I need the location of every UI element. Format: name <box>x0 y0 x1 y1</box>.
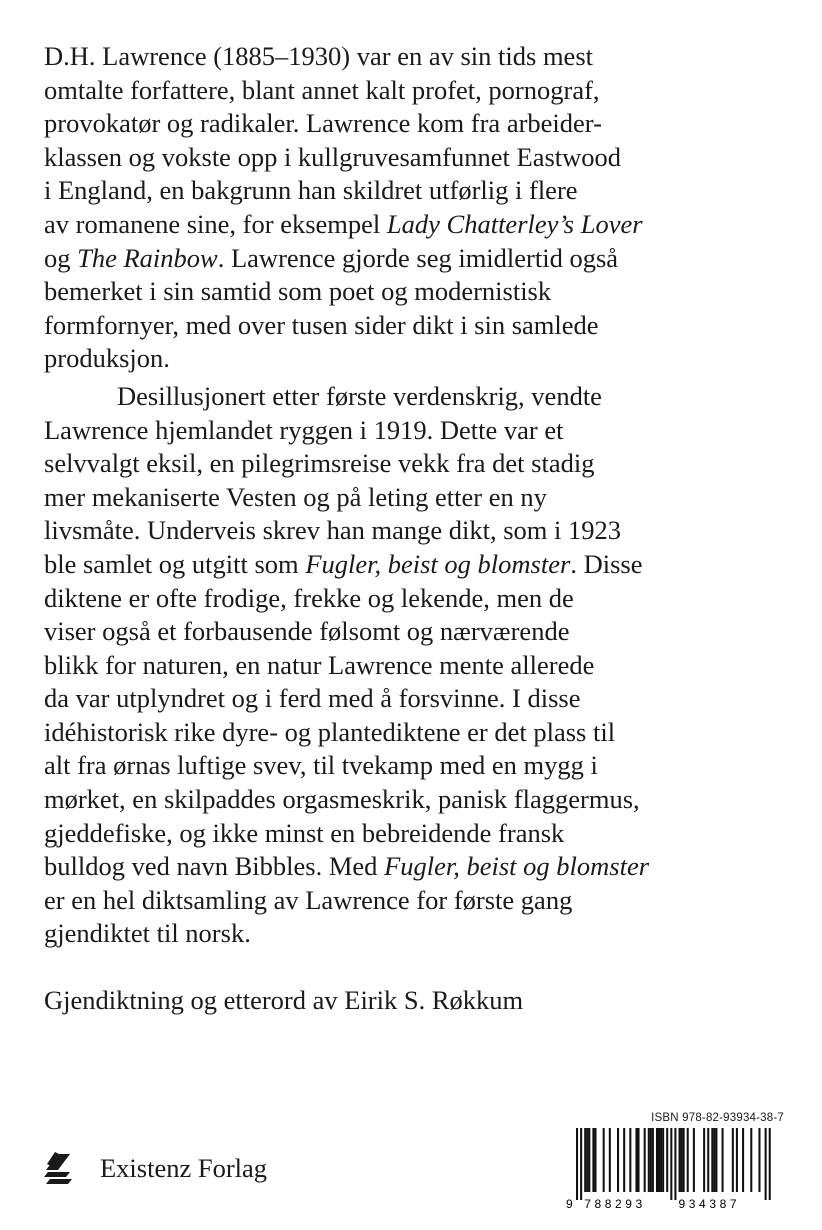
publisher-name: Existenz Forlag <box>100 1152 268 1183</box>
barcode-bar <box>681 1128 683 1192</box>
barcode-graphic <box>562 1128 784 1212</box>
barcode-bar <box>594 1128 596 1192</box>
barcode-bar <box>584 1128 586 1192</box>
barcode-bar <box>707 1128 709 1192</box>
text-line: diktene er ofte frodige, frekke og lekende, men de <box>44 582 574 613</box>
barcode-bar <box>715 1128 717 1192</box>
isbn-label: ISBN 978-82-93934-38-7 <box>651 1112 784 1124</box>
text-line: omtalte forfattere, blant annet kalt profet, pornograf, <box>44 74 600 105</box>
barcode-bar <box>683 1128 685 1192</box>
barcode-bar <box>722 1128 724 1192</box>
text-line: idéhistorisk rike dyre- og plantediktene er det plass til <box>44 716 616 747</box>
text-line: bulldog ved navn Bibbles. Med Fugler, beist og blomster <box>44 851 650 882</box>
publisher-block <box>44 1148 267 1188</box>
barcode-bar <box>656 1128 658 1192</box>
barcode-bar <box>758 1128 760 1192</box>
isbn-barcode <box>562 1112 784 1212</box>
barcode-bar <box>732 1128 734 1192</box>
text-line: i England, en bakgrunn han skildret utførlig i flere <box>44 175 578 206</box>
text-line: provokatør og radikaler. Lawrence kom fra arbeider- <box>44 108 602 139</box>
text-line: selvvalgt eksil, en pilegrimsreise vekk fra det stadig <box>44 448 595 479</box>
barcode-bar <box>711 1128 713 1192</box>
text-line: Desillusjonert etter første verdenskrig, vendte <box>117 380 602 411</box>
text-line: Lawrence hjemlandet ryggen i 1919. Dette var et <box>44 414 564 445</box>
barcode-bar <box>586 1128 588 1192</box>
blurb-text <box>44 40 784 951</box>
text-line: viser også et forbausende følsomt og nærværende <box>44 616 570 647</box>
barcode-bar <box>629 1128 631 1192</box>
barcode-bar <box>576 1128 578 1200</box>
barcode-bar <box>679 1128 681 1192</box>
book-title: Fugler, beist og blomster <box>305 548 571 579</box>
barcode-bar <box>742 1128 744 1192</box>
barcode-bar <box>674 1128 676 1200</box>
book-title: The Rainbow <box>77 242 218 273</box>
text-line: alt fra ørnas luftige svev, til tvekamp med en mygg i <box>44 750 598 781</box>
barcode-bar <box>662 1128 664 1192</box>
text-line: mørket, en skilpaddes orgasmeskrik, panisk flaggermus, <box>44 784 640 815</box>
barcode-bar <box>592 1128 594 1192</box>
text-line: D.H. Lawrence (1885–1930) var en av sin tids mest <box>44 41 593 71</box>
barcode-digits: 9 <box>566 1197 577 1211</box>
barcode-bar <box>588 1128 590 1192</box>
text-line: gjendiktet til norsk. <box>44 918 251 949</box>
text-line: blikk for naturen, en natur Lawrence mente allerede <box>44 649 595 680</box>
barcode-bar <box>648 1128 650 1192</box>
text-line: og The Rainbow. Lawrence gjorde seg imidlertid også <box>44 242 619 273</box>
existenz-logo-icon <box>44 1150 74 1186</box>
barcode-bar <box>644 1128 646 1192</box>
barcode-bar <box>750 1128 752 1192</box>
text-line: av romanene sine, for eksempel Lady Chatterley’s Lover <box>44 208 643 239</box>
text-line: formfornyer, med over tusen sider dikt i sin samlede <box>44 309 599 340</box>
barcode-bar <box>713 1128 715 1192</box>
barcode-bar <box>623 1128 625 1192</box>
barcode-bar <box>765 1128 767 1200</box>
barcode-digits: 934387 <box>678 1197 741 1211</box>
translator-credit: Gjendiktning og etterord av Eirik S. Røkkum <box>44 985 524 1015</box>
barcode-bar <box>693 1128 695 1192</box>
barcode-bar <box>617 1128 619 1192</box>
paragraph-1 <box>44 40 784 376</box>
barcode-bar <box>769 1128 771 1200</box>
barcode-bar <box>736 1128 738 1192</box>
barcode-bar <box>703 1128 705 1192</box>
text-line: mer mekaniserte Vesten og på leting etter en ny <box>44 481 547 512</box>
text-line: klassen og vokste opp i kullgruvesamfunnet Eastwood <box>44 141 622 172</box>
text-line: gjeddefiske, og ikke minst en bebreidende fransk <box>44 817 565 848</box>
barcode-bar <box>609 1128 611 1192</box>
barcode-bar <box>650 1128 652 1192</box>
barcode-bar <box>666 1128 668 1192</box>
paragraph-2 <box>44 380 784 951</box>
barcode-bar <box>603 1128 605 1192</box>
barcode-bar <box>670 1128 672 1200</box>
barcode-bar <box>687 1128 689 1192</box>
text-line: da var utplyndret og i ferd med å forsvinne. I disse <box>44 683 581 714</box>
barcode-bar <box>638 1128 640 1192</box>
text-line: produksjon. <box>44 343 170 374</box>
barcode-digits: 788293 <box>584 1197 646 1211</box>
text-line: livsmåte. Underveis skrev han mange dikt, som i 1923 <box>44 515 622 546</box>
barcode-bar <box>660 1128 662 1192</box>
barcode-bar <box>658 1128 660 1192</box>
book-title: Lady Chatterley’s Lover <box>386 208 643 239</box>
barcode-bar <box>635 1128 637 1192</box>
text-line: bemerket i sin samtid som poet og modernistisk <box>44 276 552 307</box>
book-title: Fugler, beist og blomster <box>384 851 650 882</box>
text-line: er en hel diktsamling av Lawrence for første gang <box>44 884 573 915</box>
text-line: ble samlet og utgitt som Fugler, beist og blomster. Disse <box>44 548 643 579</box>
barcode-bar <box>652 1128 654 1192</box>
barcode-bar <box>580 1128 582 1200</box>
